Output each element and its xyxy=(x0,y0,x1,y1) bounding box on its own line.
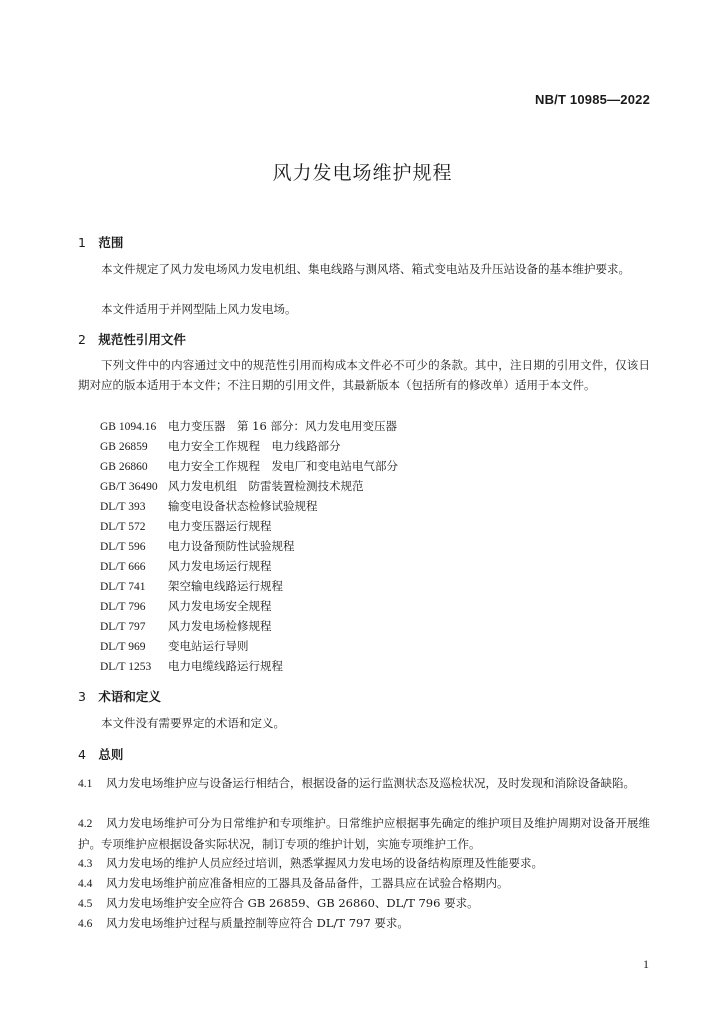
reference-name: 电力安全工作规程 发电厂和变电站电气部分 xyxy=(168,459,398,473)
reference-code: DL/T 797 xyxy=(100,621,146,633)
reference-code: DL/T 393 xyxy=(100,501,146,513)
clause-text: 风力发电场维护过程与质量控制等应符合 DL/T 797 要求。 xyxy=(106,916,409,930)
reference-name: 风力发电机组 防雷装置检测技术规范 xyxy=(168,479,364,493)
reference-item xyxy=(100,556,398,576)
standard-code: NB/T 10985—2022 xyxy=(534,92,650,107)
reference-code: DL/T 969 xyxy=(100,641,146,653)
reference-code: DL/T 796 xyxy=(100,601,146,613)
reference-code: GB 26859 xyxy=(100,441,148,453)
scope-paragraph-2: 本文件适用于并网型陆上风力发电场。 xyxy=(101,302,297,316)
reference-item xyxy=(100,616,398,636)
clause-text: 风力发电场的维护人员应经过培训，熟悉掌握风力发电场的设备结构原理及性能要求。 xyxy=(106,856,543,870)
reference-name: 架空输电线路运行规程 xyxy=(168,579,283,593)
reference-code: DL/T 1253 xyxy=(100,661,152,673)
clause-4-6 xyxy=(78,913,650,934)
clause-number: 4.4 xyxy=(78,878,93,890)
reference-name: 风力发电场安全规程 xyxy=(168,599,272,613)
reference-name: 变电站运行导则 xyxy=(168,639,249,653)
document-title: 风力发电场维护规程 xyxy=(272,162,453,184)
reference-name: 电力电缆线路运行规程 xyxy=(168,659,283,673)
section-number: 1 xyxy=(78,235,86,250)
clause-4-3 xyxy=(78,853,650,874)
section-number: 3 xyxy=(78,689,86,704)
clause-number: 4.5 xyxy=(78,898,93,910)
reference-name: 电力变压器运行规程 xyxy=(168,519,272,533)
clause-4-4 xyxy=(78,873,650,894)
reference-code: DL/T 741 xyxy=(100,581,146,593)
section-heading-scope xyxy=(78,233,123,251)
reference-name: 输变电设备状态检修试验规程 xyxy=(168,499,318,513)
reference-item xyxy=(100,536,398,556)
section-title: 范围 xyxy=(98,235,124,250)
clause-text: 风力发电场维护可分为日常维护和专项维护。日常维护应根据事先确定的维护项目及维护周期对设备开展维护。专项维护应根据设备实际状况，制订专项的维护计划，实施专项维护工作。 xyxy=(78,816,650,851)
reference-item xyxy=(100,596,398,616)
reference-item xyxy=(100,656,398,676)
clause-4-1 xyxy=(78,773,650,794)
clause-text: 风力发电场维护应与设备运行相结合，根据设备的运行监测状态及巡检状况，及时发现和消除设备缺陷。 xyxy=(106,776,635,790)
reference-code: GB 1094.16 xyxy=(100,421,157,433)
reference-item xyxy=(100,636,398,656)
clause-number: 4.2 xyxy=(78,818,93,830)
reference-code: DL/T 666 xyxy=(100,561,146,573)
reference-code: DL/T 596 xyxy=(100,541,146,553)
clause-text: 风力发电场维护安全应符合 GB 26859、GB 26860、DL/T 796 要求。 xyxy=(106,896,479,910)
clause-text: 风力发电场维护前应准备相应的工器具及备品备件，工器具应在试验合格期内。 xyxy=(106,876,509,890)
reference-code: GB 26860 xyxy=(100,461,148,473)
section-number: 2 xyxy=(78,332,86,347)
clause-4-5 xyxy=(78,893,650,914)
reference-list xyxy=(100,416,398,676)
reference-name: 电力变压器 第 16 部分：风力发电用变压器 xyxy=(168,419,397,433)
reference-code: DL/T 572 xyxy=(100,521,146,533)
reference-item xyxy=(100,456,398,476)
section-title: 规范性引用文件 xyxy=(98,332,186,347)
section-title: 总则 xyxy=(98,747,124,762)
reference-item xyxy=(100,436,398,456)
reference-name: 风力发电场检修规程 xyxy=(168,619,272,633)
section-number: 4 xyxy=(78,747,86,762)
section-heading-normative-references xyxy=(78,330,186,348)
section-heading-general xyxy=(78,745,123,763)
reference-item xyxy=(100,496,398,516)
reference-name: 电力设备预防性试验规程 xyxy=(168,539,295,553)
section-heading-terms xyxy=(78,687,161,705)
reference-item xyxy=(100,416,398,436)
reference-item xyxy=(100,516,398,536)
clause-number: 4.1 xyxy=(78,778,93,790)
section-title: 术语和定义 xyxy=(98,689,161,704)
clause-4-2 xyxy=(78,813,650,854)
reference-name: 风力发电场运行规程 xyxy=(168,559,272,573)
clause-number: 4.6 xyxy=(78,918,93,930)
references-intro-paragraph: 下列文件中的内容通过文中的规范性引用而构成本文件必不可少的条款。其中，注日期的引用文件，仅该日期对应的版本适用于本文件；不注日期的引用文件，其最新版本（包括所有的修改单）适用于本文件。 xyxy=(78,358,650,392)
reference-item xyxy=(100,476,398,496)
page-number: 1 xyxy=(643,957,649,971)
reference-item xyxy=(100,576,398,596)
scope-paragraph-1: 本文件规定了风力发电场风力发电机组、集电线路与测风塔、箱式变电站及升压站设备的基本维护要求。 xyxy=(101,262,630,276)
reference-code: GB/T 36490 xyxy=(100,481,158,493)
terms-paragraph: 本文件没有需要界定的术语和定义。 xyxy=(101,716,285,730)
clause-number: 4.3 xyxy=(78,858,93,870)
reference-name: 电力安全工作规程 电力线路部分 xyxy=(168,439,341,453)
